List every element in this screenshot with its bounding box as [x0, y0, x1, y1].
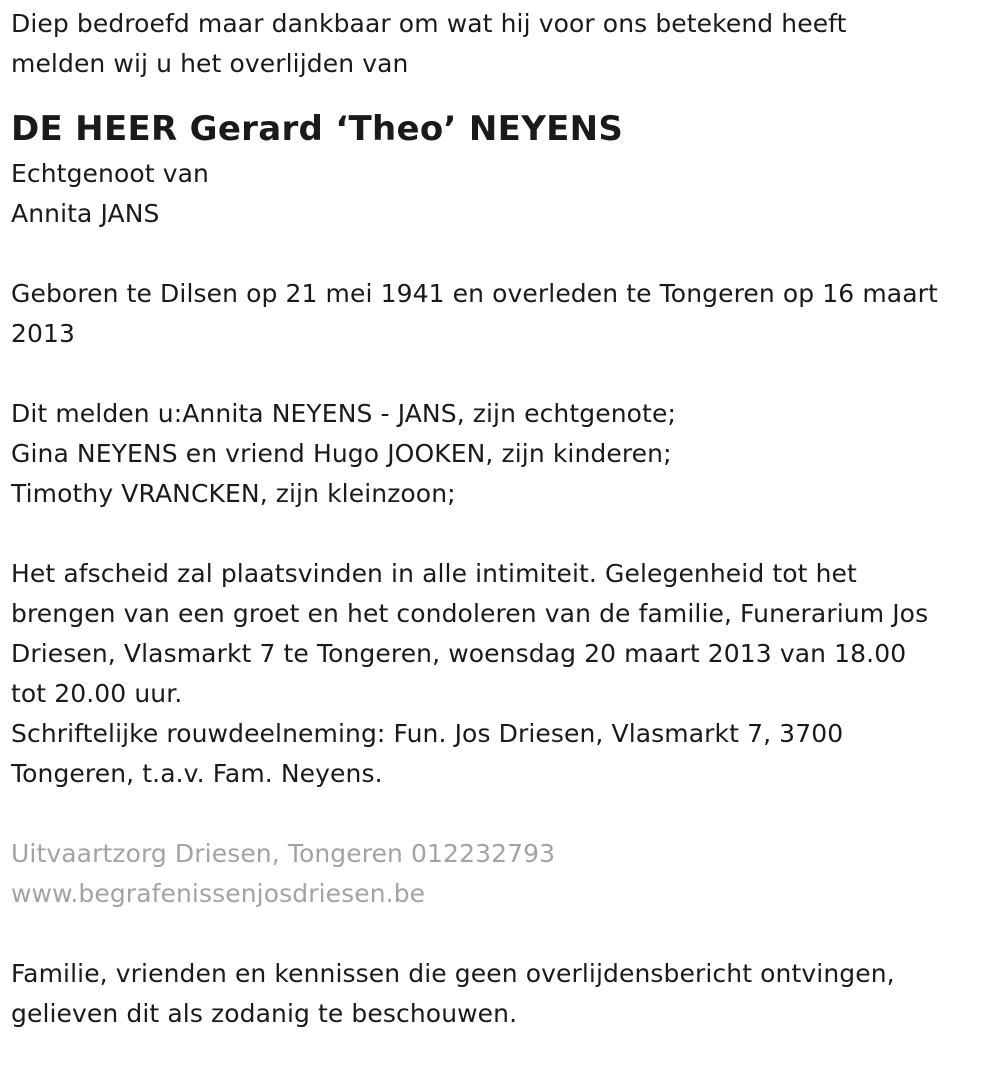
- spouse-line: Annita JANS: [11, 199, 160, 228]
- birth-death-line: Geboren te Dilsen op 21 mei 1941 en overleden te Tongeren op 16 maart: [11, 279, 938, 308]
- spacer: [11, 794, 991, 834]
- deceased-name: DE HEER Gerard ‘Theo’ NEYENS: [11, 109, 624, 149]
- family-line: Gina NEYENS en vriend Hugo JOOKEN, zijn kinderen;: [11, 439, 672, 468]
- intro-line: melden wij u het overlijden van: [11, 49, 409, 78]
- ceremony-line: Driesen, Vlasmarkt 7 te Tongeren, woensdag 20 maart 2013 van 18.00: [11, 639, 907, 668]
- funeral-home-paragraph: [11, 834, 991, 914]
- spacer: [11, 914, 991, 954]
- birth-death-line: 2013: [11, 319, 76, 348]
- closing-paragraph: [11, 954, 991, 1034]
- closing-line: Familie, vrienden en kennissen die geen overlijdensbericht ontvingen,: [11, 959, 895, 988]
- spacer: [11, 514, 991, 554]
- intro-paragraph: [11, 4, 991, 84]
- ceremony-line: Tongeren, t.a.v. Fam. Neyens.: [11, 759, 383, 788]
- family-line: Dit melden u:Annita NEYENS - JANS, zijn echtgenote;: [11, 399, 676, 428]
- ceremony-line: Het afscheid zal plaatsvinden in alle intimiteit. Gelegenheid tot het: [11, 559, 857, 588]
- intro-line: Diep bedroefd maar dankbaar om wat hij voor ons betekend heeft: [11, 9, 847, 38]
- ceremony-line: Schriftelijke rouwdeelneming: Fun. Jos Driesen, Vlasmarkt 7, 3700: [11, 719, 844, 748]
- funeral-home-contact: Uitvaartzorg Driesen, Tongeren 012232793: [11, 839, 556, 868]
- obituary-notice: [11, 4, 991, 1034]
- spouse-line: Echtgenoot van: [11, 159, 209, 188]
- family-paragraph: [11, 394, 991, 514]
- funeral-home-website: www.begrafenissenjosdriesen.be: [11, 879, 426, 908]
- closing-line: gelieven dit als zodanig te beschouwen.: [11, 999, 518, 1028]
- spacer: [11, 354, 991, 394]
- spouse-paragraph: [11, 154, 991, 234]
- ceremony-line: brengen van een groet en het condoleren van de familie, Funerarium Jos: [11, 599, 929, 628]
- ceremony-line: tot 20.00 uur.: [11, 679, 183, 708]
- ceremony-paragraph: [11, 554, 991, 794]
- family-line: Timothy VRANCKEN, zijn kleinzoon;: [11, 479, 456, 508]
- spacer: [11, 234, 991, 274]
- birth-death-paragraph: [11, 274, 991, 354]
